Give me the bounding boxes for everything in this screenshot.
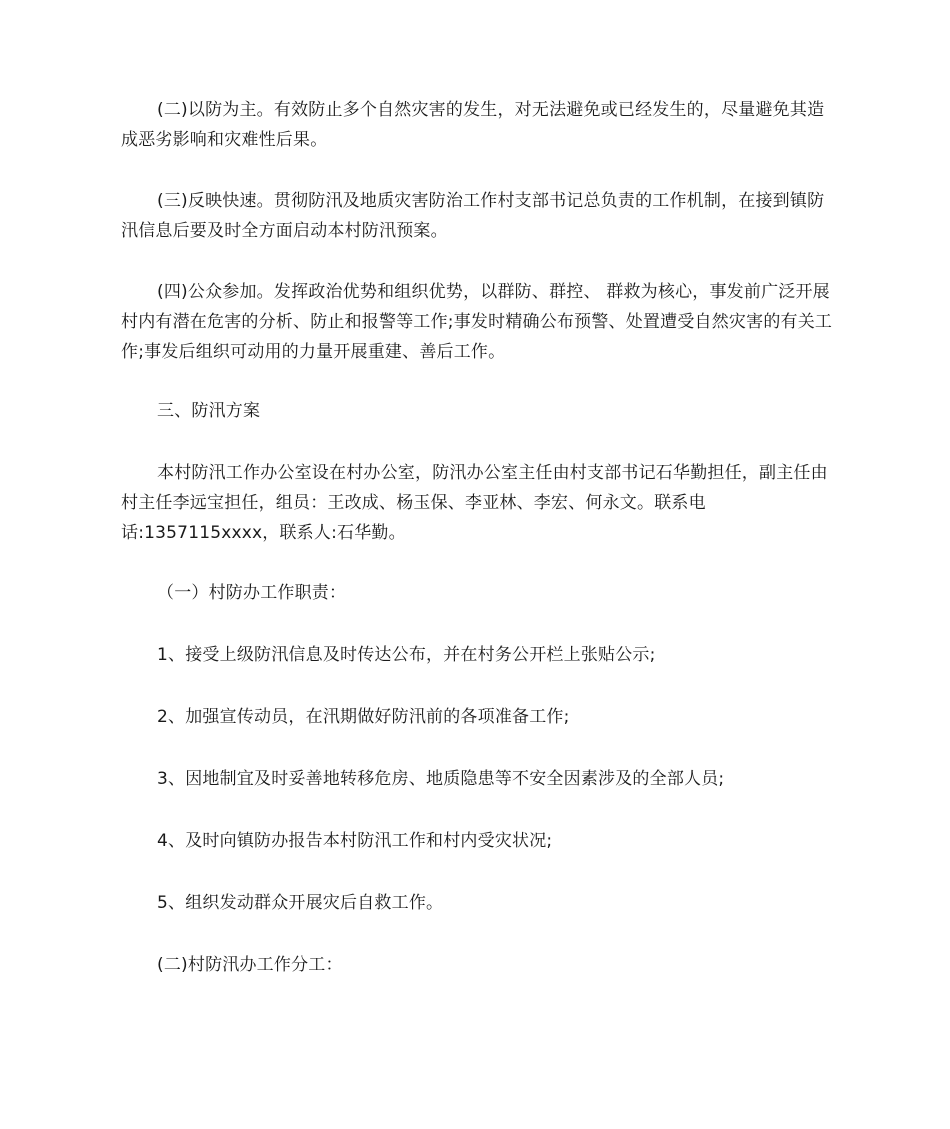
list-item-duty-5: 5、组织发动群众开展灾后自救工作。: [157, 893, 444, 913]
paragraph-public-participation: (四)公众参加。发挥政治优势和组织优势，以群防、群控、 群救为核心，事发前广泛开展村内有潜在危害的分析、防止和报警等工作;事发时精确公布预警、处置遭受自然灾害的有关工作;事发后组织可动用的力量开展重建、善后工作。: [121, 282, 833, 362]
list-item-duty-2: 2、加强宣传动员，在汛期做好防汛前的各项准备工作;: [157, 707, 570, 727]
subheading-division-of-work: (二)村防汛办工作分工：: [157, 955, 343, 975]
list-item-duty-1: 1、接受上级防汛信息及时传达公布，并在村务公开栏上张贴公示;: [157, 645, 656, 665]
paragraph-office-setup: 本村防汛工作办公室设在村办公室，防汛办公室主任由村支部书记石华勤担任，副主任由村主任李远宝担任，组员：王改成、杨玉保、李亚林、李宏、何永文。联系电话:1357115xxxx，联系人:石华勤。: [121, 463, 828, 543]
list-item-duty-3: 3、因地制宜及时妥善地转移危房、地质隐患等不安全因素涉及的全部人员;: [157, 769, 725, 789]
paragraph-rapid-response: (三)反映快速。贯彻防汛及地质灾害防治工作村支部书记总负责的工作机制，在接到镇防汛信息后要及时全方面启动本村防汛预案。: [121, 191, 825, 241]
subheading-office-duties: （一）村防办工作职责：: [157, 583, 347, 603]
list-item-duty-4: 4、及时向镇防办报告本村防汛工作和村内受灾状况;: [157, 831, 553, 851]
paragraph-prevention-principle: (二)以防为主。有效防止多个自然灾害的发生，对无法避免或已经发生的，尽量避免其造成恶劣影响和灾难性后果。: [121, 100, 825, 150]
section-heading-flood-plan: 三、防汛方案: [157, 401, 261, 421]
